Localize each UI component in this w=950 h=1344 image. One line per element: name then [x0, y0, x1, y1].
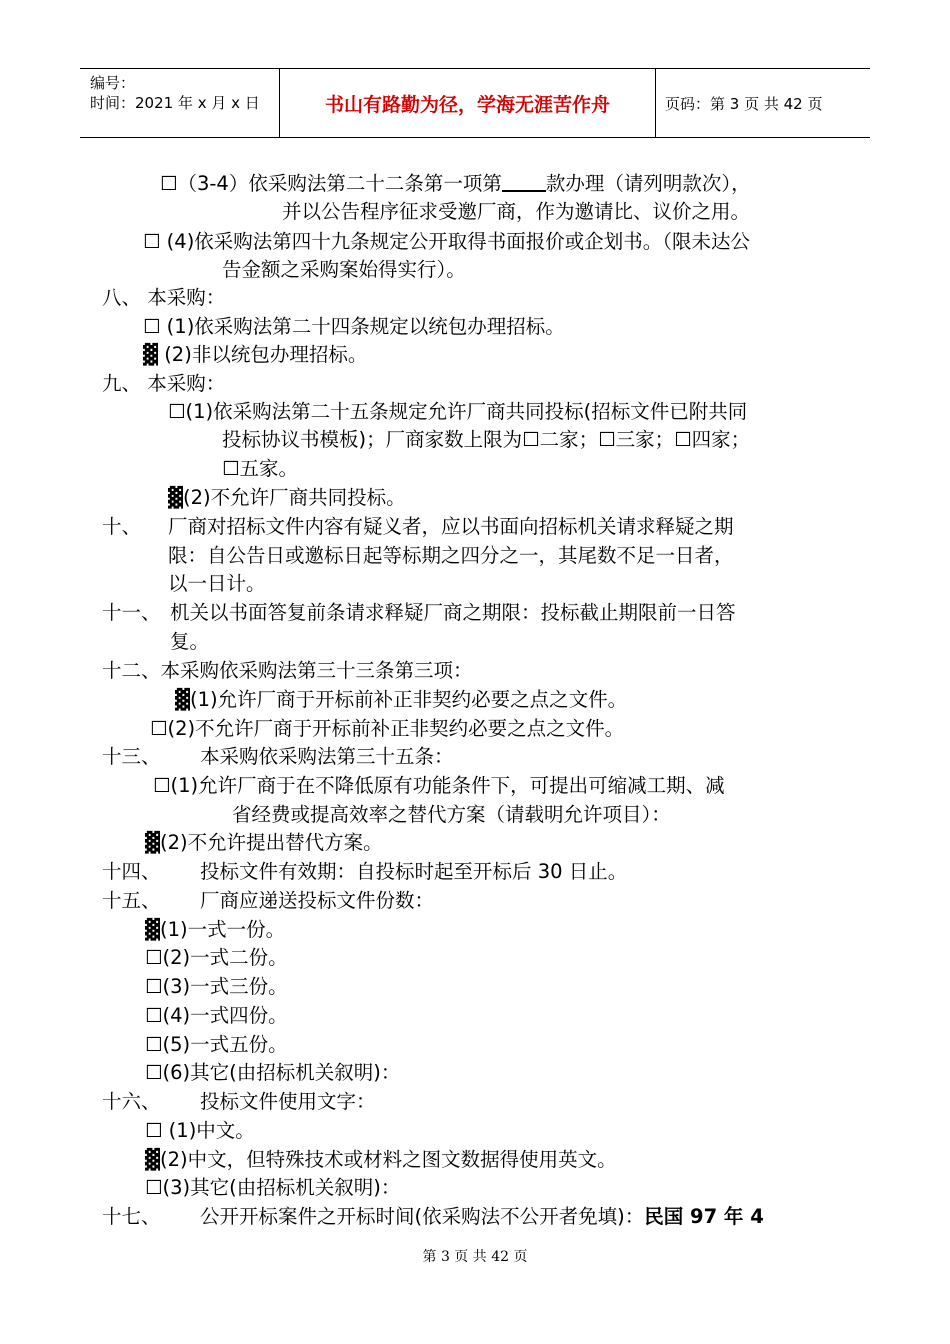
clause-item: [143, 313, 565, 341]
section-text: 本采购依采购法第三十五条：: [200, 745, 454, 768]
clause-text: (2)非以统包办理招标。: [158, 343, 368, 366]
clause-item: [168, 484, 406, 512]
document-number-label: 编号：: [90, 74, 136, 92]
checkbox-empty-icon: ☐: [145, 1004, 163, 1027]
section-text: 厂商应递送投标文件份数：: [200, 889, 435, 912]
clause-continuation: [222, 426, 750, 454]
checkbox-empty-icon: ☐: [145, 1119, 163, 1142]
clause-text: (1)依采购法第二十四条规定以统包办理招标。: [160, 315, 565, 338]
section-text: 投标文件有效期：自投标时起至开标后 30 日止。: [200, 860, 628, 883]
checkbox-filled-icon: ▓: [145, 831, 160, 854]
section-text: 投标文件使用文字：: [200, 1090, 376, 1113]
section-heading: 九、 本采购：: [102, 372, 226, 395]
section-number: 十七、: [102, 1205, 161, 1228]
clause-text: (6)其它(由招标机关叙明)：: [162, 1061, 401, 1084]
checkbox-filled-icon: ▓: [175, 688, 190, 711]
checkbox-empty-icon: ☐: [522, 428, 540, 451]
clause-text: (1)一式一份。: [160, 918, 286, 941]
clause-continuation: 省经费或提高效率之替代方案（请载明允许项目）：: [232, 803, 671, 826]
section-number: 十六、: [102, 1090, 161, 1113]
clause-continuation: 并以公告程序征求受邀厂商，作为邀请比、议价之用。: [282, 200, 751, 223]
page-footer: 第 3 页 共 42 页: [422, 1249, 528, 1265]
clause-text: (1)允许厂商于开标前补正非契约必要之点之文件。: [190, 688, 628, 711]
section-number: 十三、: [102, 745, 161, 768]
option-text: 二家；: [539, 428, 599, 451]
checkbox-empty-icon: ☐: [145, 975, 163, 998]
clause-item: [150, 715, 624, 743]
clause-text: (2)不允许提出替代方案。: [160, 831, 383, 854]
clause-text: (3)其它(由招标机关叙明)：: [162, 1176, 401, 1199]
section-text-bold: 民国 97 年 4: [644, 1205, 764, 1228]
section-continuation: 限：自公告日或邀标日起等标期之四分之一，其尾数不足一日者，: [168, 544, 734, 567]
checkbox-empty-icon: ☐: [143, 315, 161, 338]
checkbox-filled-icon: ▓: [145, 1148, 160, 1171]
clause-item: [175, 686, 627, 714]
section-continuation: 以一日计。: [168, 572, 266, 595]
clause-text: (1)依采购法第二十五条规定允许厂商共同投标(招标文件已附共同: [185, 400, 748, 423]
clause-item: [145, 1117, 255, 1145]
section-continuation: 复。: [170, 630, 210, 653]
clause-text: 投标协议书模板)；厂商家数上限为: [222, 428, 523, 451]
clause-text: 款办理（请列明款次），: [545, 172, 751, 195]
checkbox-empty-icon: ☐: [160, 172, 178, 195]
clause-item: [160, 170, 751, 198]
checkbox-empty-icon: ☐: [145, 1176, 163, 1199]
header-meta: [80, 69, 280, 137]
fill-in-blank: [502, 170, 546, 192]
checkbox-empty-icon: ☐: [153, 774, 171, 797]
option-text: 四家；: [691, 428, 751, 451]
clause-text: (4)一式四份。: [162, 1004, 288, 1027]
clause-continuation: 告金额之采购案始得实行）。: [222, 258, 466, 281]
clause-item: [153, 772, 725, 800]
clause-item: [145, 829, 383, 857]
clause-text: (3)一式三份。: [162, 975, 288, 998]
checkbox-empty-icon: ☐: [145, 946, 163, 969]
section-heading: 八、 本采购：: [102, 286, 226, 309]
clause-text: (5)一式五份。: [162, 1033, 288, 1056]
clause-text: (2)中文，但特殊技术或材料之图文数据得使用英文。: [160, 1148, 617, 1171]
option-text: 三家；: [615, 428, 675, 451]
checkbox-empty-icon: ☐: [143, 230, 161, 253]
clause-item: [145, 1002, 288, 1030]
document-date: 时间：2021 年 x 月 x 日: [90, 94, 260, 112]
checkbox-filled-icon: ▓: [145, 918, 160, 941]
checkbox-empty-icon: ☐: [598, 428, 616, 451]
clause-item: [145, 1146, 617, 1174]
clause-item: [143, 341, 367, 369]
clause-text: (1)中文。: [162, 1119, 255, 1142]
clause-text: (2)不允许厂商于开标前补正非契约必要之点之文件。: [167, 717, 625, 740]
clause-item: [145, 1174, 400, 1202]
section-number: 十四、: [102, 860, 161, 883]
checkbox-filled-icon: ▓: [143, 343, 158, 366]
section-text: 厂商对招标文件内容有疑义者，应以书面向招标机关请求释疑之期: [168, 515, 734, 538]
section-number: 十五、: [102, 889, 161, 912]
clause-item: [145, 1031, 288, 1059]
section-text: [200, 1203, 764, 1231]
clause-item: [168, 398, 747, 426]
section-text-part: 公开开标案件之开标时间(依采购法不公开者免填)：: [200, 1205, 645, 1228]
checkbox-empty-icon: ☐: [674, 428, 692, 451]
checkbox-empty-icon: ☐: [145, 1061, 163, 1084]
clause-item: [145, 944, 288, 972]
header-page-info: 页码：第 3 页 共 42 页: [665, 94, 823, 113]
section-number: 十一、: [102, 601, 161, 624]
clause-continuation: [222, 455, 298, 483]
clause-item: [145, 1059, 400, 1087]
section-heading: 十二、本采购依采购法第三十三条第三项：: [102, 659, 473, 682]
clause-item: [143, 228, 750, 256]
checkbox-empty-icon: ☐: [150, 717, 168, 740]
clause-text: (4)依采购法第四十九条规定公开取得书面报价或企划书。（限未达公: [160, 230, 751, 253]
option-text: 五家。: [239, 457, 298, 480]
checkbox-filled-icon: ▓: [168, 486, 183, 509]
clause-text: (2)一式二份。: [162, 946, 288, 969]
checkbox-empty-icon: ☐: [222, 457, 240, 480]
clause-item: [145, 973, 288, 1001]
clause-text: (2)不允许厂商共同投标。: [183, 486, 406, 509]
checkbox-empty-icon: ☐: [145, 1033, 163, 1056]
section-text: 机关以书面答复前条请求释疑厂商之期限：投标截止期限前一日答: [170, 601, 736, 624]
header-motto: 书山有路勤为径，学海无涯苦作舟: [280, 69, 656, 137]
checkbox-empty-icon: ☐: [168, 400, 186, 423]
clause-text: (1)允许厂商于在不降低原有功能条件下，可提出可缩减工期、减: [170, 774, 725, 797]
page-header: [80, 68, 870, 138]
clause-item: [145, 916, 285, 944]
clause-text: （3-4）依采购法第二十二条第一项第: [177, 172, 502, 195]
section-number: 十、: [102, 515, 142, 538]
